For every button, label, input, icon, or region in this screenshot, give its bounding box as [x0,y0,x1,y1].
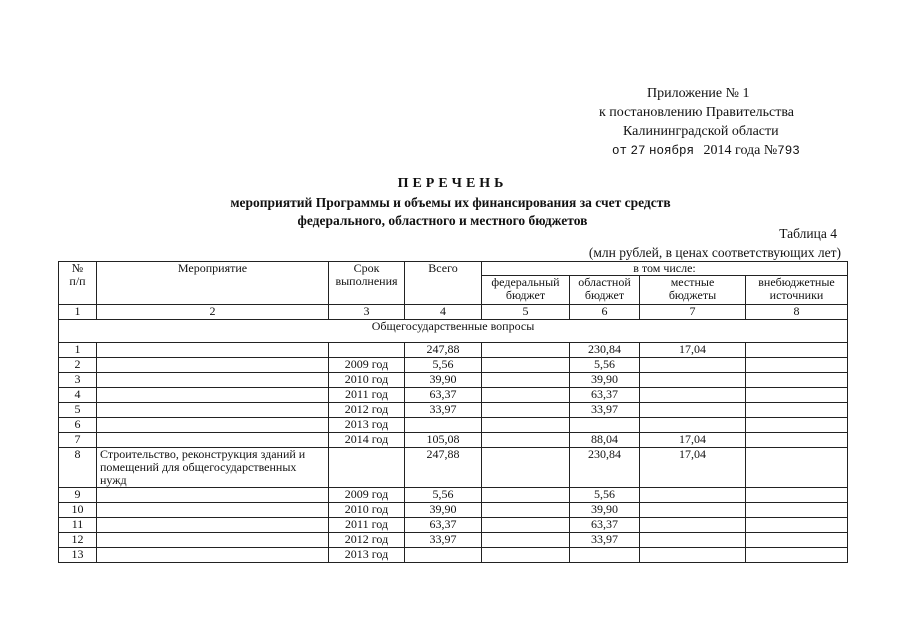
row-extra [746,433,848,448]
table-row [59,388,848,403]
row-local: 17,04 [640,343,746,358]
appendix-block [540,84,860,161]
col-number: 6 [570,305,640,320]
header-row-1 [59,262,848,276]
date-year: 2014 года № [703,143,778,158]
row-number: 11 [59,518,97,533]
row-federal [482,403,570,418]
header-total: Всего [405,262,482,305]
row-total: 247,88 [405,448,482,488]
row-local: 17,04 [640,448,746,488]
table-row [59,503,848,518]
row-term: 2013 год [329,418,405,433]
row-federal [482,448,570,488]
row-local [640,373,746,388]
row-total: 5,56 [405,358,482,373]
row-federal [482,358,570,373]
row-measure [97,418,329,433]
appendix-resolution: к постановлению Правительства [599,105,795,120]
table-row [59,433,848,448]
row-federal [482,488,570,503]
row-number: 9 [59,488,97,503]
row-measure: Строительство, реконструкция зданий и помещений для общегосударственных нужд [97,448,329,488]
row-regional [570,418,640,433]
row-extra [746,373,848,388]
row-number: 3 [59,373,97,388]
row-term: 2012 год [329,403,405,418]
row-extra [746,448,848,488]
units-note: (млн рублей, в ценах соответствующих лет) [588,245,841,260]
row-extra [746,343,848,358]
row-total: 105,08 [405,433,482,448]
header-local: местные бюджеты [640,276,746,305]
row-term: 2010 год [329,503,405,518]
row-total [405,548,482,563]
row-regional: 63,37 [570,388,640,403]
row-total: 33,97 [405,533,482,548]
row-term: 2009 год [329,488,405,503]
date-month: ноября [649,144,695,158]
row-federal [482,418,570,433]
column-numbers-row [59,305,848,320]
row-federal [482,388,570,403]
row-local [640,548,746,563]
row-measure [97,518,329,533]
row-total: 39,90 [405,503,482,518]
header-term: Срок выполнения [329,262,405,305]
header-num: № п/п [59,262,97,305]
row-regional: 39,90 [570,503,640,518]
row-number: 7 [59,433,97,448]
row-regional: 5,56 [570,488,640,503]
row-regional: 230,84 [570,448,640,488]
section-title: Общегосударственные вопросы [59,320,848,343]
row-number: 1 [59,343,97,358]
row-extra [746,358,848,373]
row-term: 2013 год [329,548,405,563]
row-regional: 39,90 [570,373,640,388]
row-local [640,358,746,373]
row-federal [482,503,570,518]
row-regional: 63,37 [570,518,640,533]
row-measure [97,403,329,418]
row-measure [97,343,329,358]
col-number: 2 [97,305,329,320]
row-extra [746,388,848,403]
document-subtitle-1: мероприятий Программы и объемы их финансирования за счет средств [230,195,671,210]
row-total [405,418,482,433]
table-row [59,358,848,373]
row-total: 39,90 [405,373,482,388]
row-regional: 33,97 [570,533,640,548]
date-prefix: от [612,144,628,158]
row-local [640,388,746,403]
row-total: 33,97 [405,403,482,418]
row-federal [482,533,570,548]
row-term: 2009 год [329,358,405,373]
appendix-title: Приложение № 1 [647,86,750,101]
row-number: 13 [59,548,97,563]
document-title: ПЕРЕЧЕНЬ [397,176,508,191]
row-measure [97,503,329,518]
row-extra [746,518,848,533]
row-extra [746,403,848,418]
col-number: 7 [640,305,746,320]
row-local [640,533,746,548]
row-federal [482,518,570,533]
row-measure [97,488,329,503]
row-term: 2010 год [329,373,405,388]
table-row [59,448,848,488]
row-number: 10 [59,503,97,518]
table-row [59,518,848,533]
row-federal [482,433,570,448]
row-term: 2011 год [329,388,405,403]
table-row [59,418,848,433]
header-regional: областной бюджет [570,276,640,305]
row-total: 63,37 [405,388,482,403]
row-term [329,343,405,358]
row-number: 4 [59,388,97,403]
row-federal [482,343,570,358]
col-number: 5 [482,305,570,320]
row-number: 2 [59,358,97,373]
row-extra [746,533,848,548]
header-measure: Мероприятие [97,262,329,305]
doc-number: 793 [777,144,800,158]
row-measure [97,388,329,403]
col-number: 3 [329,305,405,320]
row-total: 247,88 [405,343,482,358]
table-row [59,343,848,358]
row-number: 5 [59,403,97,418]
row-extra [746,488,848,503]
appendix-date-line [540,141,860,161]
header-federal: федеральный бюджет [482,276,570,305]
row-number: 6 [59,418,97,433]
row-term: 2014 год [329,433,405,448]
row-extra [746,503,848,518]
table-row [59,373,848,388]
header-including: в том числе: [482,262,848,276]
document-subtitle-2: федерального, областного и местного бюджетов [297,213,588,228]
col-number: 1 [59,305,97,320]
table-row [59,533,848,548]
row-measure [97,533,329,548]
row-regional: 88,04 [570,433,640,448]
row-extra [746,418,848,433]
row-term [329,448,405,488]
row-local [640,418,746,433]
row-total: 63,37 [405,518,482,533]
row-federal [482,373,570,388]
row-local: 17,04 [640,433,746,448]
row-federal [482,548,570,563]
table-label: Таблица 4 [779,226,837,241]
row-regional: 33,97 [570,403,640,418]
row-measure [97,433,329,448]
row-term: 2012 год [329,533,405,548]
section-row [59,320,848,343]
financing-table [58,261,848,563]
table-row [59,488,848,503]
appendix-region: Калининградской области [623,124,779,139]
table-row [59,403,848,418]
date-day: 27 [630,144,646,158]
row-number: 12 [59,533,97,548]
table-row [59,548,848,563]
row-number: 8 [59,448,97,488]
col-number: 8 [746,305,848,320]
row-measure [97,548,329,563]
row-regional: 5,56 [570,358,640,373]
row-regional [570,548,640,563]
row-local [640,503,746,518]
row-local [640,518,746,533]
row-local [640,488,746,503]
document-heading [0,176,905,230]
col-number: 4 [405,305,482,320]
header-extra: внебюджетные источники [746,276,848,305]
row-regional: 230,84 [570,343,640,358]
row-measure [97,373,329,388]
row-measure [97,358,329,373]
row-total: 5,56 [405,488,482,503]
row-local [640,403,746,418]
row-term: 2011 год [329,518,405,533]
row-extra [746,548,848,563]
